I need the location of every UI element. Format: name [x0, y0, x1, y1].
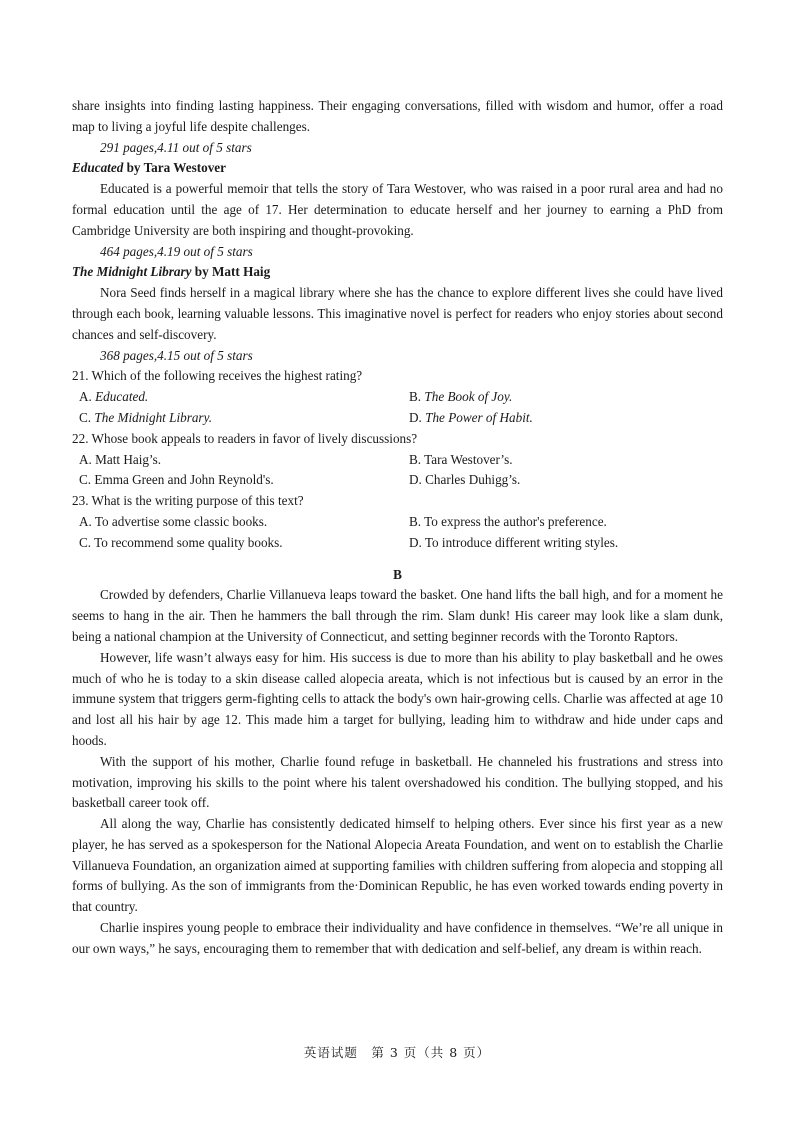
passage-paragraph: With the support of his mother, Charlie found refuge in basketball. He channeled his frustrations and stress into motivation, improving his skills to the point where his talent overshadowed his condition. The bullying stopped, and his basketball career took off. — [72, 753, 723, 811]
question-22-stem: 22. Whose book appeals to readers in favor of lively discussions? — [72, 430, 418, 446]
page-footer: 英语试题 第 3 页（共 8 页） — [303, 1045, 491, 1060]
question-22-options — [72, 450, 723, 492]
passage-paragraph: Crowded by defenders, Charlie Villanueva leaps toward the basket. One hand lifts the ball high, and for a moment he seems to hang in the air. Then he hammers the ball through the rim. Slam dunk! His career may look like a slam dunk, being a national champion at the University of Connecticut, and setting beginner records with the Toronto Raptors. — [72, 587, 723, 644]
question-23-stem: 23. What is the writing purpose of this text? — [72, 493, 304, 509]
book-meta: 368 pages,4.15 out of 5 stars — [100, 347, 253, 363]
intro-book-meta: 291 pages,4.11 out of 5 stars — [100, 139, 252, 155]
section-heading-b: B — [393, 566, 402, 582]
option-c: C. To recommend some quality books. — [79, 534, 283, 550]
option-b: B. Tara Westover’s. — [409, 451, 513, 467]
intro-paragraph-tail: share insights into finding lasting happiness. Their engaging conversations, filled with wisdom and humor, offer a road map to living a joyful life despite challenges. — [72, 98, 723, 134]
passage-paragraph: All along the way, Charlie has consistently dedicated himself to helping others. Ever since his first year as a new player, he has served as a spokesperson for the National Alopecia Areata Foundation, and went on to establish the Charlie Villanueva Foundation, an organization aimed at supporting families with children suffering from alopecia and stopping all forms of bullying. As the son of immigrants from the·Dominican Republic, he has even worked towards ending poverty in that country. — [72, 816, 723, 915]
option-c: C. Emma Green and John Reynold's. — [79, 472, 274, 488]
option-a: A. Educated. — [79, 389, 149, 405]
option-d: D. Charles Duhigg’s. — [409, 472, 521, 488]
option-c: C. The Midnight Library. — [79, 409, 212, 425]
book-meta: 464 pages,4.19 out of 5 stars — [100, 243, 253, 259]
book-author: by Matt Haig — [191, 264, 271, 280]
book-title: Educated — [72, 160, 124, 176]
question-21-options — [72, 387, 723, 429]
book-description: Nora Seed finds herself in a magical library where she has the chance to explore different lives she could have lived through each book, learning valuable lessons. This imaginative novel is perfect for readers who enjoy stories about second chances and self-discovery. — [72, 285, 723, 342]
option-a: A. Matt Haig’s. — [79, 451, 162, 467]
option-b: B. The Book of Joy. — [409, 389, 513, 405]
passage-paragraph: Charlie inspires young people to embrace their individuality and have confidence in themselves. “We’re all unique in our own ways,” he says, encouraging them to remember that with dedication and self-belief, any dream is within reach. — [72, 920, 723, 956]
question-23-options — [72, 512, 723, 554]
passage-paragraph: However, life wasn’t always easy for him. His success is due to more than his ability to play basketball and he owes much of who he is today to a skin disease called alopecia areata, which is not infectious but is caused by an error in the immune system that triggers germ-fighting cells to attack the body's own hair-growing cells. Charlie was affected at age 10 and lost all his hair by age 12. This made him a target for bullying, leading him to withdraw and hide under caps and hoods. — [72, 649, 723, 748]
option-b: B. To express the author's preference. — [409, 513, 607, 529]
exam-page — [72, 96, 723, 960]
option-d: D. To introduce different writing styles. — [409, 534, 619, 550]
book-author: by Tara Westover — [123, 160, 226, 176]
option-a: A. To advertise some classic books. — [79, 513, 268, 529]
question-21-stem: 21. Which of the following receives the highest rating? — [72, 368, 363, 384]
book-title: The Midnight Library — [72, 264, 192, 280]
book-heading-educated — [72, 158, 723, 179]
option-d: D. The Power of Habit. — [409, 409, 533, 425]
book-heading-midnight-library — [72, 262, 723, 283]
book-description: Educated is a powerful memoir that tells the story of Tara Westover, who was raised in a poor rural area and had no formal education until the age of 17. Her determination to educate herself and her journey to earning a PhD from Cambridge University are both inspiring and thought-provoking. — [72, 181, 723, 238]
